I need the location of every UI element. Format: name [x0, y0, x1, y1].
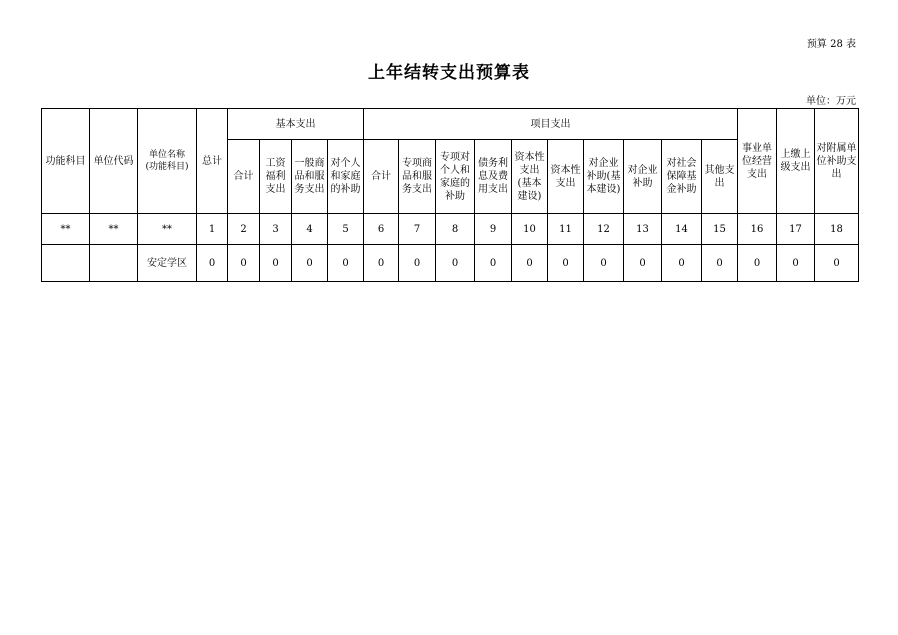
- cell-value: 0: [292, 245, 328, 282]
- budget-table: [41, 108, 859, 282]
- header-project-debt: 债务利息及费用支出: [475, 140, 512, 214]
- header-row-1: [42, 109, 859, 140]
- index-cell: 3: [260, 214, 292, 245]
- header-project-group: 项目支出: [364, 109, 738, 140]
- header-project-social-security: 对社会保障基金补助: [662, 140, 702, 214]
- header-project-other: 其他支出: [702, 140, 738, 214]
- index-cell: 6: [364, 214, 399, 245]
- header-business: 事业单位经营支出: [738, 109, 777, 214]
- cell-value: 0: [624, 245, 662, 282]
- index-cell: **: [42, 214, 90, 245]
- header-unit-name: 单位名称 (功能科目): [138, 109, 197, 214]
- cell-value: 0: [364, 245, 399, 282]
- cell-unit-name: 安定学区: [138, 245, 197, 282]
- header-project-total: 合计: [364, 140, 399, 214]
- header-basic-personal: 对个人和家庭的补助: [328, 140, 364, 214]
- unit-label: 单位：万元: [806, 96, 856, 107]
- cell-value: 0: [197, 245, 228, 282]
- cell-value: 0: [815, 245, 859, 282]
- cell-value: 0: [702, 245, 738, 282]
- page-label: 预算 28 表: [806, 39, 856, 50]
- cell-value: 0: [228, 245, 260, 282]
- index-cell: 5: [328, 214, 364, 245]
- cell-value: 0: [738, 245, 777, 282]
- index-cell: 17: [777, 214, 815, 245]
- index-cell: 10: [512, 214, 548, 245]
- cell-value: 0: [662, 245, 702, 282]
- header-project-personal: 专项对个人和家庭的补助: [436, 140, 475, 214]
- cell-value: 0: [328, 245, 364, 282]
- index-cell: 2: [228, 214, 260, 245]
- index-cell: 15: [702, 214, 738, 245]
- index-cell: 12: [584, 214, 624, 245]
- page-title: 上年结转支出预算表: [368, 63, 530, 83]
- index-cell: 11: [548, 214, 584, 245]
- index-cell: 18: [815, 214, 859, 245]
- cell-value: 0: [584, 245, 624, 282]
- header-project-capital-construction: 资本性支出(基本建设): [512, 140, 548, 214]
- header-basic-group: 基本支出: [228, 109, 364, 140]
- header-basic-wages: 工资福利支出: [260, 140, 292, 214]
- cell-func-subject: [42, 245, 90, 282]
- header-total: 总计: [197, 109, 228, 214]
- index-cell: 7: [399, 214, 436, 245]
- index-cell: 9: [475, 214, 512, 245]
- header-project-capital: 资本性支出: [548, 140, 584, 214]
- cell-value: 0: [475, 245, 512, 282]
- cell-value: 0: [512, 245, 548, 282]
- cell-value: 0: [260, 245, 292, 282]
- cell-value: 0: [436, 245, 475, 282]
- index-cell: **: [90, 214, 138, 245]
- index-cell: 13: [624, 214, 662, 245]
- header-func-subject: 功能科目: [42, 109, 90, 214]
- cell-value: 0: [777, 245, 815, 282]
- cell-value: 0: [399, 245, 436, 282]
- index-cell: 4: [292, 214, 328, 245]
- header-unit-code: 单位代码: [90, 109, 138, 214]
- index-cell: 1: [197, 214, 228, 245]
- index-cell: 14: [662, 214, 702, 245]
- index-cell: **: [138, 214, 197, 245]
- header-basic-total: 合计: [228, 140, 260, 214]
- cell-unit-code: [90, 245, 138, 282]
- header-project-goods: 专项商品和服务支出: [399, 140, 436, 214]
- header-project-enterprise-construction: 对企业补助(基本建设): [584, 140, 624, 214]
- header-upper: 上缴上级支出: [777, 109, 815, 214]
- index-cell: 8: [436, 214, 475, 245]
- cell-value: 0: [548, 245, 584, 282]
- header-affiliate: 对附属单位补助支出: [815, 109, 859, 214]
- table-row: [42, 245, 859, 282]
- index-cell: 16: [738, 214, 777, 245]
- header-basic-goods: 一般商品和服务支出: [292, 140, 328, 214]
- index-row: [42, 214, 859, 245]
- header-project-enterprise: 对企业补助: [624, 140, 662, 214]
